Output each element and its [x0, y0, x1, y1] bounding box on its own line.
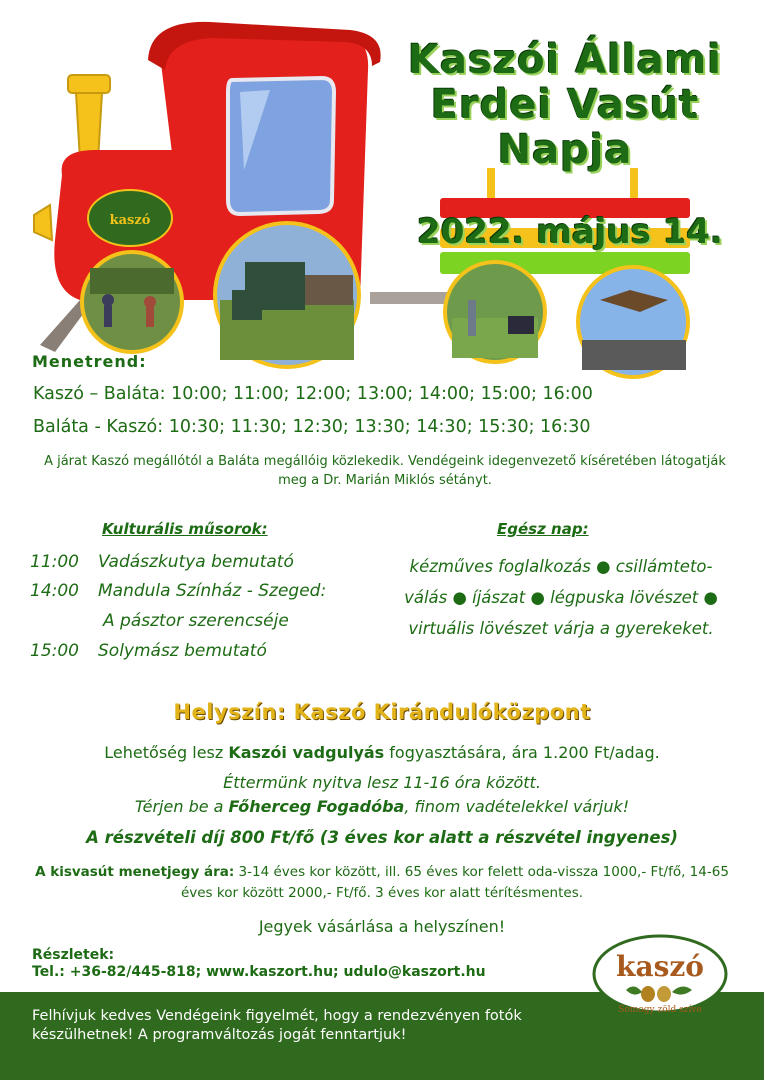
schedule-heading: Menetrend:: [32, 352, 147, 371]
program-text: Solymász bemutató: [98, 641, 267, 661]
ticket-prices: [30, 862, 734, 904]
schedule-route-kaszo-balata: Kaszó – Baláta: 10:00; 11:00; 12:00; 13:00; 14:00; 15:00; 16:00: [33, 384, 593, 404]
svg-text:kaszó: kaszó: [109, 213, 151, 228]
photo-circle-archery: [445, 262, 545, 362]
details-heading: Részletek:: [32, 947, 115, 963]
event-title-line1: Kaszói Állami: [408, 37, 722, 83]
program-text: Vadászkutya bemutató: [98, 552, 294, 572]
cultural-heading: Kulturális műsorok:: [102, 520, 268, 538]
inn-info: [0, 797, 764, 816]
details-contact: Tel.: +36-82/445-818; www.kaszort.hu; udulo@kaszort.hu: [32, 964, 486, 980]
logo-text: kaszó: [616, 950, 704, 983]
photo-circle-dog-show: [82, 252, 182, 352]
program-item: [30, 641, 267, 661]
program-time: 11:00: [30, 552, 79, 572]
inn-pre: Térjen be a: [134, 797, 229, 816]
program-time: 14:00: [30, 581, 79, 601]
kaszo-badge-icon: [88, 190, 172, 246]
tickets-onsite: Jegyek vásárlása a helyszínen!: [258, 917, 506, 936]
event-title: [395, 38, 735, 173]
program-time: 15:00: [30, 641, 79, 661]
schedule-note: A járat Kaszó megállótól a Baláta megállóig közlekedik. Vendégeink idegenvezető kíséretében látogatják meg a Dr. Marián Miklós sétányt.: [44, 454, 726, 488]
all-day-heading: Egész nap:: [497, 520, 589, 538]
event-title-line2: Erdei Vasút: [430, 82, 700, 128]
all-day-line: kézműves foglalkozás ● csillámteto-: [409, 557, 713, 576]
restaurant-hours: Éttermünk nyitva lesz 11-16 óra között.: [223, 773, 541, 792]
program-item: [30, 552, 294, 572]
event-date: 2022. május 14.: [417, 212, 723, 252]
program-item: [30, 581, 326, 601]
kaszo-logo: [590, 932, 730, 1022]
program-text: A pásztor szerencséje: [103, 611, 289, 631]
footer-notice: Felhívjuk kedves Vendégeink figyelmét, hogy a rendezvényen fotók készülhetnek! A programváltozás jogát fenntartjuk!: [32, 1008, 522, 1043]
all-day-line: virtuális lövészet várja a gyerekeket.: [408, 619, 714, 638]
photo-circle-locomotive: [215, 223, 359, 367]
program-text: Mandula Színház - Szeged:: [98, 581, 327, 601]
goulash-post: fogyasztására, ára 1.200 Ft/adag.: [384, 743, 660, 762]
all-day-activities: [378, 551, 744, 644]
ticket-text: 3-14 éves kor között, ill. 65 éves kor felett oda-vissza 1000,- Ft/fő, 14-65 éves kor között 2000,- Ft/fő. 3 éves kor alatt térítésmentes.: [180, 864, 729, 901]
schedule-route-balata-kaszo: Baláta - Kaszó: 10:30; 11:30; 12:30; 13:30; 14:30; 15:30; 16:30: [33, 417, 591, 437]
program-item: [103, 611, 289, 631]
event-title-line3: Napja: [497, 127, 633, 173]
photo-circle-falconer: [578, 267, 688, 377]
all-day-line: válás ● íjászat ● légpuska lövészet ●: [404, 588, 718, 607]
goulash-name: Kaszói vadgulyás: [228, 743, 385, 762]
logo-tagline: Somogy zöld szíve: [618, 1005, 702, 1015]
venue-heading: Helyszín: Kaszó Kirándulóközpont: [173, 700, 591, 724]
inn-name: Főherceg Fogadóba: [228, 797, 405, 816]
goulash-info: [0, 743, 764, 762]
ticket-label: A kisvasút menetjegy ára:: [35, 864, 235, 880]
goulash-pre: Lehetőség lesz: [104, 743, 229, 762]
participation-fee: A részvételi díj 800 Ft/fő (3 éves kor alatt a részvétel ingyenes): [86, 828, 678, 847]
details-block: [32, 947, 486, 981]
inn-post: , finom vadételekkel várjuk!: [404, 797, 630, 816]
